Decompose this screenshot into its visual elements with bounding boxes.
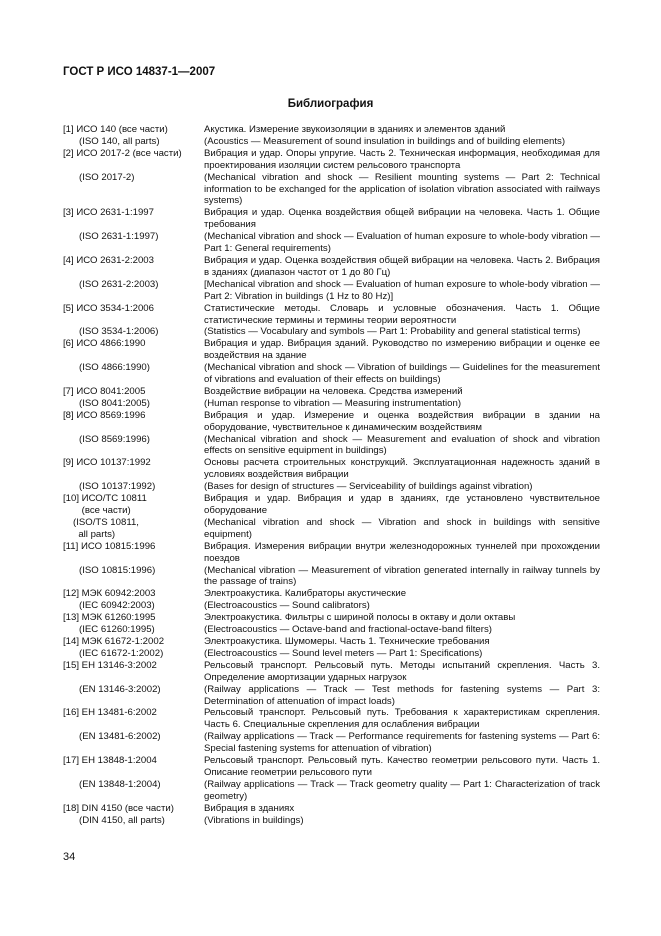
entry-description: Вибрация в зданиях [204, 802, 295, 814]
entry-russian-row [63, 207, 600, 231]
entry-reference: [6] ИСО 4866:1990 [63, 338, 146, 350]
entry-reference: (IEC 60942:2003) [79, 600, 155, 612]
entry-description: (Railway applications — Track — Performance requirements for fastening systems — Part 6: Special fastening systems for attenuation of vibration) [204, 731, 600, 755]
entry-russian-row [63, 410, 600, 434]
entry-original-row [63, 172, 600, 208]
bibliography-entry [63, 338, 600, 386]
entry-russian-row [63, 803, 600, 815]
bibliography-entry [63, 255, 600, 303]
entry-reference: (ISO 8569:1996) [79, 433, 150, 445]
entry-description: Рельсовый транспорт. Рельсовый путь. Методы испытаний скрепления. Часть 3. Определение амортизации ударных нагрузок [204, 659, 600, 683]
entry-russian-row [63, 124, 600, 136]
entry-russian-row [63, 660, 600, 684]
entry-original-row [63, 815, 600, 827]
entry-description: Вибрация и удар. Оценка воздействия общей вибрации на человека. Часть 2. Вибрация в зданиях (диапазон частот от 1 до 80 Гц) [204, 254, 600, 278]
entry-original-row [63, 684, 600, 708]
entry-reference: [11] ИСО 10815:1996 [63, 540, 156, 552]
entry-description: Вибрация и удар. Вибрация зданий. Руководство по измерению вибрации и оценке ее воздействия на здание [204, 338, 600, 362]
entry-description: (Bases for design of structures — Serviceability of buildings against vibration) [204, 481, 533, 493]
entry-russian-row [63, 386, 600, 398]
entry-description: Вибрация и удар. Измерение и оценка воздействия вибрации в здании на оборудование, чувствительное к динамическим воздействиям [204, 409, 600, 433]
entry-reference: [18] DIN 4150 (все части) [63, 802, 174, 814]
entry-reference: [17] ЕН 13848-1:2004 [63, 755, 157, 767]
entry-russian-row [63, 755, 600, 779]
entry-reference: [12] МЭК 60942:2003 [63, 588, 156, 600]
page-number: 34 [63, 851, 76, 863]
bibliography-entry [63, 124, 600, 148]
bibliography-entry [63, 803, 600, 827]
entry-description: Рельсовый транспорт. Рельсовый путь. Требования к характеристикам скрепления. Часть 6. Специальные скрепления для ослабления вибрации [204, 707, 600, 731]
entry-russian-row [63, 541, 600, 565]
entry-description: Статистические методы. Словарь и условные обозначения. Часть 1. Общие статистические термины и термины теории вероятности [204, 302, 600, 326]
bibliography-list [63, 124, 600, 826]
entry-description: (Electroacoustics — Sound calibrators) [204, 600, 370, 612]
entry-reference: (EN 13146-3:2002) [79, 683, 161, 695]
entry-description: Воздействие вибрации на человека. Средства измерений [204, 385, 463, 397]
entry-description: (Railway applications — Track — Track geometry quality — Part 1: Characterization of track geometry) [204, 778, 600, 802]
entry-description: Вибрация и удар. Опоры упругие. Часть 2. Техническая информация, необходимая для проектирования изоляции систем рельсового транспорта [204, 147, 600, 171]
entry-reference: [7] ИСО 8041:2005 [63, 385, 146, 397]
entry-russian-row [63, 707, 600, 731]
entry-description: (Human response to vibration — Measuring instrumentation) [204, 397, 462, 409]
entry-russian-row [63, 457, 600, 481]
entry-reference: (EN 13481-6:2002) [79, 731, 161, 743]
entry-description: Акустика. Измерение звукоизоляции в зданиях и элементов зданий [204, 124, 506, 135]
entry-description: Электроакустика. Фильтры с шириной полосы в октаву и доли октавы [204, 612, 516, 624]
entry-reference: (IEC 61672-1:2002) [79, 647, 164, 659]
entry-description: Вибрация и удар. Оценка воздействия общей вибрации на человека. Часть 1. Общие требования [204, 207, 600, 231]
entry-reference: [3] ИСО 2631-1:1997 [63, 207, 154, 219]
bibliography-entry [63, 207, 600, 255]
entry-original-row [63, 279, 600, 303]
entry-description: (Mechanical vibration and shock — Measurement and evaluation of shock and vibration effects on sensitive equipment in buildings) [204, 433, 600, 457]
entry-russian-row [63, 338, 600, 362]
entry-description: (Mechanical vibration and shock — Resilient mounting systems — Part 2: Technical information to be exchanged for the application of isolation vibration associated with railways systems) [204, 171, 600, 207]
entry-reference: [4] ИСО 2631-2:2003 [63, 254, 154, 266]
bibliography-entry [63, 148, 600, 208]
entry-reference: (ISO 2631-2:2003) [79, 278, 159, 290]
entry-russian-row [63, 148, 600, 172]
entry-russian-row [63, 303, 600, 327]
entry-description: (Mechanical vibration and shock — Vibration and shock in buildings with sensitive equipment) [204, 516, 600, 540]
entry-original-row [63, 326, 600, 338]
entry-original-row [63, 731, 600, 755]
bibliography-entry [63, 588, 600, 612]
entry-reference: (EN 13848-1:2004) [79, 778, 161, 790]
entry-description: Электроакустика. Шумомеры. Часть 1. Технические требования [204, 635, 490, 647]
entry-original-row [63, 779, 600, 803]
entry-reference: (ISO 10815:1996) [79, 564, 156, 576]
bibliography-title: Библиография [287, 98, 374, 110]
entry-russian-row [63, 493, 600, 517]
entry-reference: [15] ЕН 13146-3:2002 [63, 659, 157, 671]
entry-original-row [63, 517, 600, 541]
entry-reference: [2] ИСО 2017-2 (все части) [63, 147, 182, 159]
standard-code-header: ГОСТ Р ИСО 14837-1—2007 [63, 66, 216, 78]
entry-description: Основы расчета строительных конструкций. Эксплуатационная надежность зданий в условиях воздействия вибрации [204, 457, 600, 481]
entry-reference: (ISO 4866:1990) [79, 362, 150, 374]
entry-reference: [9] ИСО 10137:1992 [63, 457, 151, 469]
entry-description: (Acoustics — Measurement of sound insulation in buildings and of building elements) [204, 135, 566, 147]
entry-description: (Vibrations in buildings) [204, 814, 304, 826]
entry-original-row [63, 434, 600, 458]
bibliography-entry [63, 755, 600, 803]
entry-reference: (ISO/TS 10811, all parts) [73, 516, 139, 540]
entry-description: Рельсовый транспорт. Рельсовый путь. Качество геометрии рельсового пути. Часть 1. Описание геометрии рельсового пути [204, 755, 600, 778]
entry-description: Вибрация. Измерения вибрации внутри железнодорожных туннелей при прохождении поездов [204, 540, 600, 564]
entry-original-row [63, 136, 600, 148]
bibliography-entry [63, 303, 600, 339]
entry-reference: [14] МЭК 61672-1:2002 [63, 635, 165, 647]
entry-reference: [8] ИСО 8569:1996 [63, 409, 146, 421]
entry-description: Вибрация и удар. Вибрация и удар в зданиях, где установлено чувствительное оборудование [204, 493, 600, 516]
entry-description: (Statistics — Vocabulary and symbols — Part 1: Probability and general statistical terms) [204, 326, 581, 338]
entry-description: [Mechanical vibration and shock — Evaluation of human exposure to whole-body vibration — Part 2: Vibration in buildings (1 Hz to 80 Hz)] [204, 278, 600, 302]
entry-reference: (ISO 8041:2005) [79, 397, 150, 409]
bibliography-entry [63, 493, 600, 541]
entry-description: (Railway applications — Track — Test methods for fastening systems — Part 3: Determination of attenuation of impact loads) [204, 683, 600, 707]
bibliography-entry [63, 660, 600, 708]
entry-reference: [13] МЭК 61260:1995 [63, 612, 156, 624]
entry-reference: (ISO 2017-2) [79, 171, 135, 183]
entry-original-row [63, 600, 600, 612]
bibliography-entry [63, 636, 600, 660]
entry-reference: [5] ИСО 3534-1:2006 [63, 302, 154, 314]
bibliography-entry [63, 457, 600, 493]
entry-russian-row [63, 588, 600, 600]
entry-original-row [63, 362, 600, 386]
entry-original-row [63, 624, 600, 636]
entry-reference: (ISO 2631-1:1997) [79, 231, 159, 243]
entry-reference: (ISO 3534-1:2006) [79, 326, 159, 338]
entry-reference: [10] ИСО/ТС 10811 (все части) [63, 493, 147, 516]
entry-russian-row [63, 255, 600, 279]
entry-original-row [63, 481, 600, 493]
entry-description: (Electroacoustics — Octave-band and fractional-octave-band filters) [204, 624, 492, 636]
entry-description: (Mechanical vibration — Measurement of vibration generated internally in railway tunnels by the passage of trains) [204, 564, 600, 588]
entry-description: (Mechanical vibration and shock — Evaluation of human exposure to whole-body vibration — Part 1: General requirements) [204, 231, 600, 255]
entry-reference: [1] ИСО 140 (все части) [63, 124, 168, 135]
entry-original-row [63, 231, 600, 255]
entry-reference: (ISO 10137:1992) [79, 481, 156, 493]
entry-description: Электроакустика. Калибраторы акустические [204, 588, 407, 600]
entry-description: (Electroacoustics — Sound level meters — Part 1: Specifications) [204, 647, 483, 659]
entry-reference: [16] ЕН 13481-6:2002 [63, 707, 157, 719]
entry-russian-row [63, 636, 600, 648]
entry-reference: (ISO 140, all parts) [79, 135, 160, 147]
entry-reference: (IEC 61260:1995) [79, 624, 155, 636]
bibliography-entry [63, 410, 600, 458]
entry-description: (Mechanical vibration and shock — Vibration of buildings — Guidelines for the measurement of vibrations and evaluation of their effects on buildings) [204, 362, 600, 386]
entry-original-row [63, 565, 600, 589]
entry-original-row [63, 398, 600, 410]
bibliography-entry [63, 541, 600, 589]
entry-original-row [63, 648, 600, 660]
entry-russian-row [63, 612, 600, 624]
entry-reference: (DIN 4150, all parts) [79, 814, 165, 826]
bibliography-entry [63, 386, 600, 410]
bibliography-entry [63, 707, 600, 755]
bibliography-entry [63, 612, 600, 636]
